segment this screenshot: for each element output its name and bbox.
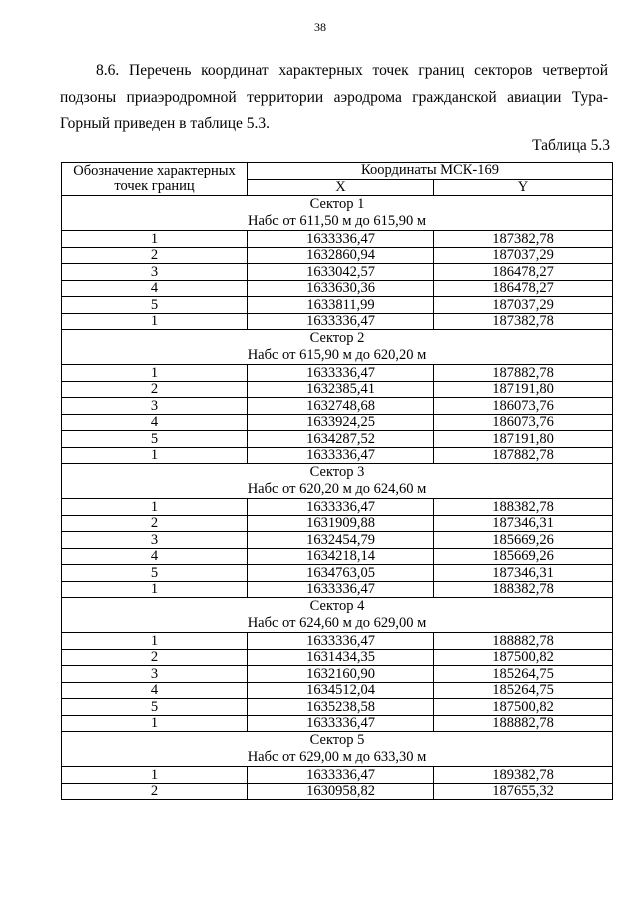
table-row bbox=[62, 548, 613, 565]
point-number-cell: 3 bbox=[62, 264, 248, 281]
table-row bbox=[62, 581, 613, 598]
table-row bbox=[62, 715, 613, 732]
table-row bbox=[62, 682, 613, 699]
sector-header-row bbox=[62, 598, 613, 633]
y-coordinate-cell: 187346,31 bbox=[434, 565, 613, 582]
sector-header-row bbox=[62, 330, 613, 365]
table-row bbox=[62, 264, 613, 281]
y-coordinate-cell: 187346,31 bbox=[434, 515, 613, 532]
sector-name: Сектор 3 bbox=[309, 464, 365, 480]
x-coordinate-cell: 1630958,82 bbox=[248, 783, 434, 800]
y-coordinate-cell: 185264,75 bbox=[434, 682, 613, 699]
x-coordinate-cell: 1634763,05 bbox=[248, 565, 434, 582]
sector-header-cell bbox=[62, 598, 613, 633]
x-coordinate-cell: 1633336,47 bbox=[248, 581, 434, 598]
sector-header-cell bbox=[62, 330, 613, 365]
header-x-cell: X bbox=[248, 179, 434, 196]
point-number-cell: 1 bbox=[62, 313, 248, 330]
table-row bbox=[62, 365, 613, 382]
table-caption: Таблица 5.3 bbox=[532, 137, 610, 154]
table-row bbox=[62, 280, 613, 297]
x-coordinate-cell: 1633336,47 bbox=[248, 633, 434, 650]
coordinates-table bbox=[61, 162, 613, 800]
y-coordinate-cell: 187382,78 bbox=[434, 313, 613, 330]
y-coordinate-cell: 188882,78 bbox=[434, 715, 613, 732]
header-coords-cell: Координаты МСК-169 bbox=[248, 163, 613, 180]
header-point-cell bbox=[62, 163, 248, 196]
x-coordinate-cell: 1633630,36 bbox=[248, 280, 434, 297]
x-coordinate-cell: 1633336,47 bbox=[248, 365, 434, 382]
table-row bbox=[62, 297, 613, 314]
y-coordinate-cell: 185264,75 bbox=[434, 666, 613, 683]
sector-header-row bbox=[62, 464, 613, 499]
y-coordinate-cell: 187191,80 bbox=[434, 381, 613, 398]
x-coordinate-cell: 1633811,99 bbox=[248, 297, 434, 314]
point-number-cell: 4 bbox=[62, 548, 248, 565]
y-coordinate-cell: 187882,78 bbox=[434, 447, 613, 464]
sector-header-cell bbox=[62, 732, 613, 767]
x-coordinate-cell: 1633336,47 bbox=[248, 447, 434, 464]
point-number-cell: 1 bbox=[62, 447, 248, 464]
x-coordinate-cell: 1633924,25 bbox=[248, 414, 434, 431]
y-coordinate-cell: 187382,78 bbox=[434, 231, 613, 248]
y-coordinate-cell: 187655,32 bbox=[434, 783, 613, 800]
coordinates-table-body bbox=[62, 163, 613, 800]
table-row bbox=[62, 447, 613, 464]
table-row bbox=[62, 381, 613, 398]
y-coordinate-cell: 186073,76 bbox=[434, 398, 613, 415]
y-coordinate-cell: 187500,82 bbox=[434, 649, 613, 666]
table-row bbox=[62, 398, 613, 415]
point-number-cell: 5 bbox=[62, 431, 248, 448]
y-coordinate-cell: 188382,78 bbox=[434, 499, 613, 516]
x-coordinate-cell: 1633042,57 bbox=[248, 264, 434, 281]
point-number-cell: 2 bbox=[62, 381, 248, 398]
y-coordinate-cell: 187037,29 bbox=[434, 247, 613, 264]
x-coordinate-cell: 1632748,68 bbox=[248, 398, 434, 415]
table-row bbox=[62, 247, 613, 264]
point-number-cell: 1 bbox=[62, 715, 248, 732]
point-number-cell: 2 bbox=[62, 515, 248, 532]
header-point-line2: точек границ bbox=[114, 178, 195, 194]
point-number-cell: 1 bbox=[62, 499, 248, 516]
y-coordinate-cell: 187037,29 bbox=[434, 297, 613, 314]
sector-name: Сектор 5 bbox=[309, 732, 365, 748]
header-point-line1: Обозначение характерных bbox=[73, 163, 236, 179]
y-coordinate-cell: 187500,82 bbox=[434, 699, 613, 716]
sector-header-row bbox=[62, 732, 613, 767]
x-coordinate-cell: 1633336,47 bbox=[248, 231, 434, 248]
table-row bbox=[62, 515, 613, 532]
x-coordinate-cell: 1631434,35 bbox=[248, 649, 434, 666]
table-row bbox=[62, 313, 613, 330]
y-coordinate-cell: 187191,80 bbox=[434, 431, 613, 448]
table-row bbox=[62, 649, 613, 666]
x-coordinate-cell: 1634512,04 bbox=[248, 682, 434, 699]
point-number-cell: 4 bbox=[62, 414, 248, 431]
x-coordinate-cell: 1634218,14 bbox=[248, 548, 434, 565]
point-number-cell: 5 bbox=[62, 699, 248, 716]
point-number-cell: 1 bbox=[62, 767, 248, 784]
y-coordinate-cell: 186073,76 bbox=[434, 414, 613, 431]
table-row bbox=[62, 231, 613, 248]
x-coordinate-cell: 1633336,47 bbox=[248, 715, 434, 732]
x-coordinate-cell: 1632860,94 bbox=[248, 247, 434, 264]
sector-height-range: Набс от 624,60 м до 629,00 м bbox=[247, 615, 427, 631]
table-header-row bbox=[62, 163, 613, 180]
y-coordinate-cell: 189382,78 bbox=[434, 767, 613, 784]
x-coordinate-cell: 1633336,47 bbox=[248, 767, 434, 784]
y-coordinate-cell: 186478,27 bbox=[434, 264, 613, 281]
sector-header-cell bbox=[62, 464, 613, 499]
y-coordinate-cell: 185669,26 bbox=[434, 548, 613, 565]
y-coordinate-cell: 188882,78 bbox=[434, 633, 613, 650]
table-row bbox=[62, 532, 613, 549]
page-number: 38 bbox=[314, 20, 326, 34]
sector-height-range: Набс от 629,00 м до 633,30 м bbox=[247, 749, 427, 765]
table-row bbox=[62, 565, 613, 582]
point-number-cell: 5 bbox=[62, 297, 248, 314]
table-row bbox=[62, 499, 613, 516]
x-coordinate-cell: 1632454,79 bbox=[248, 532, 434, 549]
table-row bbox=[62, 431, 613, 448]
point-number-cell: 4 bbox=[62, 280, 248, 297]
x-coordinate-cell: 1631909,88 bbox=[248, 515, 434, 532]
table-row bbox=[62, 767, 613, 784]
sector-height-range: Набс от 620,20 м до 624,60 м bbox=[247, 481, 427, 497]
point-number-cell: 1 bbox=[62, 231, 248, 248]
sector-header-cell bbox=[62, 196, 613, 231]
point-number-cell: 3 bbox=[62, 666, 248, 683]
point-number-cell: 1 bbox=[62, 633, 248, 650]
point-number-cell: 5 bbox=[62, 565, 248, 582]
header-y-cell: Y bbox=[434, 179, 613, 196]
sector-height-range: Набс от 615,90 м до 620,20 м bbox=[247, 347, 427, 363]
sector-name: Сектор 1 bbox=[309, 196, 365, 212]
point-number-cell: 2 bbox=[62, 649, 248, 666]
sector-name: Сектор 4 bbox=[309, 598, 365, 614]
y-coordinate-cell: 187882,78 bbox=[434, 365, 613, 382]
table-row bbox=[62, 633, 613, 650]
table-row bbox=[62, 414, 613, 431]
x-coordinate-cell: 1632160,90 bbox=[248, 666, 434, 683]
table-row bbox=[62, 666, 613, 683]
point-number-cell: 1 bbox=[62, 581, 248, 598]
point-number-cell: 3 bbox=[62, 532, 248, 549]
y-coordinate-cell: 186478,27 bbox=[434, 280, 613, 297]
point-number-cell: 4 bbox=[62, 682, 248, 699]
table-row bbox=[62, 783, 613, 800]
x-coordinate-cell: 1633336,47 bbox=[248, 499, 434, 516]
y-coordinate-cell: 185669,26 bbox=[434, 532, 613, 549]
y-coordinate-cell: 188382,78 bbox=[434, 581, 613, 598]
sector-header-row bbox=[62, 196, 613, 231]
x-coordinate-cell: 1633336,47 bbox=[248, 313, 434, 330]
intro-text: 8.6. Перечень координат характерных точек границ секторов четвертой подзоны приаэродромной территории аэродрома гражданской авиации Тура-Горный приведен в таблице 5.3. bbox=[60, 62, 608, 132]
intro-paragraph bbox=[60, 58, 608, 138]
sector-height-range: Набс от 611,50 м до 615,90 м bbox=[247, 213, 427, 229]
table-row bbox=[62, 699, 613, 716]
x-coordinate-cell: 1634287,52 bbox=[248, 431, 434, 448]
point-number-cell: 1 bbox=[62, 365, 248, 382]
x-coordinate-cell: 1635238,58 bbox=[248, 699, 434, 716]
point-number-cell: 3 bbox=[62, 398, 248, 415]
point-number-cell: 2 bbox=[62, 783, 248, 800]
point-number-cell: 2 bbox=[62, 247, 248, 264]
x-coordinate-cell: 1632385,41 bbox=[248, 381, 434, 398]
sector-name: Сектор 2 bbox=[309, 330, 365, 346]
